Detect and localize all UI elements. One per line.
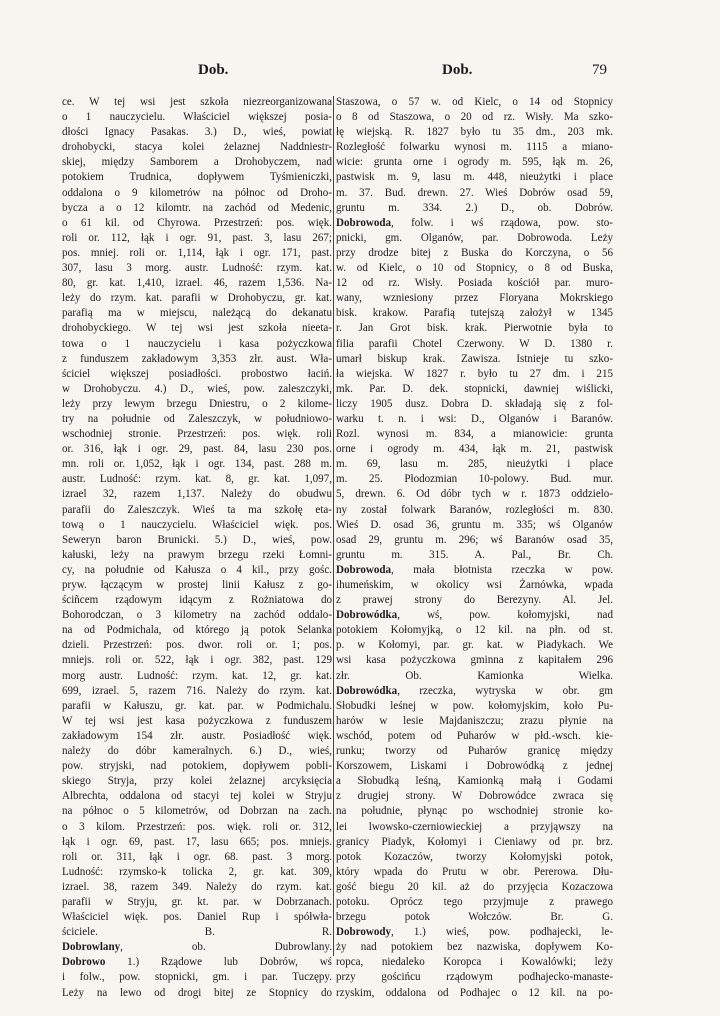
text-line: o 61 kil. od Chyrowa. Przestrzeń: pos. więk.	[62, 216, 332, 229]
text-line: tową o 1 nauczycielu. Właściciel więk. pos.	[62, 518, 332, 531]
text-line: harów w lesie Majdaniszczu; zrazu płynie na	[336, 714, 613, 727]
text-line: granicy Piadyk, Kołomyi i Cieniawy od pr. brz.	[336, 835, 613, 848]
text-line: Ludność: rzymsko-k tolicka 2, gr. kat. 309,	[62, 865, 332, 878]
text-line: dzieli. Przestrzeń: pos. dwor. roli or. 1; pos.	[62, 639, 332, 652]
text-line: pnicki, gm. Olganów, par. Dobrowoda. Leży	[336, 231, 613, 244]
text-line: parafii w Kałuszu, gr. kat. par. w Podmichalu.	[62, 699, 332, 712]
text-line: m. 69, lasu m. 285, nieużytki i place	[336, 458, 613, 471]
left-column	[62, 95, 332, 1001]
text-line: warku t. n. i wsi: D., Olganów i Baranów.	[336, 412, 613, 425]
text-line: należy do dóbr kameralnych. 6.) D., wieś,	[62, 745, 332, 758]
text-line: skiej, między Samborem a Drohobyczem, nad	[62, 156, 332, 169]
text-line: Właściciel więk. pos. Daniel Rup i spółwła-	[62, 911, 332, 924]
text-line: na północ o 5 kilometrów, od Dobrzan na zach.	[62, 805, 332, 818]
text-line: Seweryn baron Brunicki. 5.) D., wieś, pow.	[62, 533, 332, 546]
text-line: ży nad potokiem bez nazwiska, dopływem Ko-	[336, 941, 613, 954]
text-line: przy drodze bitej z Buska do Korczyna, o 56	[336, 246, 613, 259]
text-line: dłości Ignacy Pasakas. 3.) D., wieś, powiat	[62, 126, 332, 139]
text-line: pryw. łączącym w prostej linii Kałusz z go-	[62, 579, 332, 591]
text-line: m. 25. Płodozmian 10-polowy. Bud. mur.	[336, 473, 613, 486]
text-line: leży do rzym. kat. parafii w Drohobyczu, gr. kat.	[62, 292, 332, 305]
text-line: parafii do Zaleszczyk. Wieś ta ma szkołę eta-	[62, 503, 332, 516]
text-line: pastwisk m. 9, lasu m. 448, nieużytki i place	[336, 171, 613, 184]
text-line: izrael 32, razem 1,137. Należy do obudwu	[62, 488, 332, 501]
text-line: złr. Ob. Kamionka Wielka.	[336, 669, 613, 682]
text-line: potok Kozaczów, tworzy Kołomyjski potok,	[336, 850, 613, 863]
text-line: leży przy lewym brzegu Dniestru, o 2 kilome-	[62, 397, 332, 410]
right-column	[336, 95, 613, 1001]
text-line: try na południe od Zaleszczyk, w południowo-	[62, 412, 332, 425]
text-line: ce. W tej wsi jest szkoła niezreorganizowana	[62, 96, 332, 108]
text-line: 5, drewn. 6. Od dóbr tych w r. 1873 oddzielo-	[336, 488, 613, 501]
text-line: roli or. 311, łąk i ogr. 68. past. 3 morg.	[62, 850, 332, 863]
text-line: wany, wzniesiony przez Floryana Mokrskiego	[336, 292, 613, 305]
text-line: wschodniej stronie. Przestrzeń: pos. więk. roli	[62, 428, 332, 441]
text-line: kałuski, leży na prawym brzegu rzeki Łomni-	[62, 548, 332, 561]
text-line: w. od Kielc, o 10 od Stopnicy, o 8 od Buska,	[336, 262, 613, 275]
text-line: Rozl. wynosi m. 834, a mianowicie: grunta	[336, 428, 613, 441]
text-line: umarł biskup krak. Zawisza. Istnieje tu szko-	[336, 352, 613, 365]
text-line: Dobrowlany, ob. Dubrowlany.	[62, 941, 332, 954]
text-line: izrael. 38, razem 349. Należy do rzym. kat.	[62, 880, 332, 893]
text-line: brzegu potok Wołczów. Br. G.	[336, 911, 613, 924]
text-line: zakładowym 154 złr. austr. Posiadłość więk.	[62, 729, 332, 742]
text-line: pow. stryjski, nad potokiem, dopływem pobli-	[62, 760, 332, 773]
text-line: wsi kasa pożyczkowa gminna z kapitałem 296	[336, 654, 613, 667]
text-line: z prawej strony do Berezyny. Al. Jel.	[336, 594, 613, 607]
text-line: filia parafii Chotel Czerwony. W D. 1380 r.	[336, 337, 613, 350]
text-line: potokiem Kołomyjką, o 12 kil. na płn. od st.	[336, 624, 613, 637]
text-line: orne i ogrody m. 434, łąk m. 21, pastwisk	[336, 443, 613, 456]
header-right-entry: Dob.	[442, 62, 473, 78]
text-line: z drugiej strony. W Dobrowódce zwraca się	[336, 790, 613, 803]
text-line: pos. mniej. roli or. 1,114, łąk i ogr. 171, past.	[62, 246, 332, 259]
text-line: ściñcem rządowym idącym z Rożniatowa do	[62, 594, 332, 607]
text-line: na południe, płynąc po wschodniej stronie ko-	[336, 805, 613, 818]
text-line: wicie: grunta orne i ogrody m. 595, łąk m. 26,	[336, 156, 613, 169]
text-line: lei lwowsko-czerniowieckiej a przyjąwszy na	[336, 820, 613, 833]
text-line: potokiem Trudnica, dopływem Tyśmieniczki,	[62, 171, 332, 184]
text-line: austr. Ludność: rzym. kat. 8, gr. kat. 1,097,	[62, 473, 332, 486]
text-line: ła wiejska. W 1827 r. było tu 27 dm. i 215	[336, 367, 613, 380]
page-number: 79	[592, 62, 607, 78]
text-line: Rozległość folwarku wynosi m. 1115 a miano-	[336, 141, 613, 154]
text-line: Dobrowo 1.) Rządowe lub Dobrów, wś	[62, 956, 332, 969]
text-line: przy gościńcu rządowym podhajecko-manaste-	[336, 971, 613, 984]
text-line: Dobrowódka, rzeczka, wytryska w obr. gm	[336, 684, 613, 697]
text-line: bycza a o 12 kilomtr. na zachód od Medenic,	[62, 201, 332, 214]
text-line: osad 29, gruntu m. 296; wś Baranów osad 35,	[336, 533, 613, 546]
text-line: ściciele. B. R.	[62, 926, 332, 939]
text-line: mn. roli or. 1,052, łąk i ogr. 134, past. 288 m.	[62, 458, 332, 471]
text-line: Bohorodczan, o 3 kilometry na zachód oddalo-	[62, 609, 332, 622]
text-line: Staszowa, o 57 w. od Kielc, o 14 od Stopnicy	[336, 96, 613, 108]
text-line: Wieś D. osad 36, gruntu m. 335; wś Olganów	[336, 518, 613, 531]
text-line: parafią ma w miejscu, należącą do dekanatu	[62, 307, 332, 320]
page-header	[70, 62, 630, 82]
text-line: Albrechta, oddalona od stacyi tej kolei w Stryju	[62, 790, 332, 803]
text-line: o 8 od Staszowa, o 20 od rz. Wisły. Ma szko-	[336, 111, 613, 124]
text-line: gość biegu 20 kil. aż do przyjęcia Kozaczowa	[336, 880, 613, 893]
text-line: Dobrowoda, folw. i wś rządowa, pow. sto-	[336, 216, 613, 229]
text-line: Leży na lewo od drogi bitej ze Stopnicy do	[62, 986, 332, 999]
text-line: gruntu m. 334. 2.) D., ob. Dobrów.	[336, 201, 613, 214]
text-line: na od Podmichala, od którego ją potok Selanka	[62, 624, 332, 637]
text-line: liczy 1905 dusz. Dobra D. składają się z fol-	[336, 397, 613, 410]
text-line: a Słobudką leśną, Kamionką małą i Godami	[336, 775, 613, 788]
text-line: gruntu m. 315. A. Pal., Br. Ch.	[336, 548, 613, 561]
text-line: ihumeńskim, w okolicy wsi Żarnówka, wpada	[336, 579, 613, 591]
text-line: r. Jan Grot bisk. krak. Pierwotnie była to	[336, 322, 613, 335]
text-line: drohobycki, stacya kolei żelaznej Naddniestr-	[62, 141, 332, 154]
text-line: cy, na południe od Kałusza o 4 kil., przy gośc.	[62, 563, 332, 576]
text-line: skiego Stryja, przy kolei żelaznej arcyksięcia	[62, 775, 332, 788]
text-line: 699, izrael. 5, razem 716. Należy do rzym. kat.	[62, 684, 332, 697]
header-left-entry: Dob.	[198, 62, 229, 78]
text-line: ny został folwark Baranów, rozległości m. 830.	[336, 503, 613, 516]
text-line: parafii w Stryju, gr. kt. par. w Dobrzanach.	[62, 895, 332, 908]
text-line: o 1 nauczycielu. Właściciel większej posia-	[62, 111, 332, 124]
text-line: roli or. 112, łąk i ogr. 91, past. 3, lasu 267;	[62, 231, 332, 244]
text-line: Dobrowódka, wś, pow. kołomyjski, nad	[336, 609, 613, 622]
text-line: p. w Kołomyi, par. gr. kat. w Piadykach. We	[336, 639, 613, 652]
text-line: W tej wsi jest kasa pożyczkowa z funduszem	[62, 714, 332, 727]
column-divider	[333, 96, 334, 956]
text-line: 12 od rz. Wisły. Posiada kościół par. muro-	[336, 277, 613, 290]
text-line: m. 37. Bud. drewn. 27. Wieś Dobrów osad 59,	[336, 186, 613, 199]
text-line: Słobudki leśnej w pow. kołomyjskim, koło Pu-	[336, 699, 613, 712]
text-line: Dobrowody, 1.) wieś, pow. podhajecki, le-	[336, 926, 613, 939]
text-line: or. 316, łąk i ogr. 29, past. 84, lasu 230 pos.	[62, 443, 332, 456]
text-line: runku; tworzy od Puharów granicę między	[336, 745, 613, 758]
text-line: wschód, potem od Puharów w płd.-wsch. kie-	[336, 729, 613, 742]
text-line: Dobrowoda, mała błotnista rzeczka w pow.	[336, 563, 613, 576]
text-line: łę wiejską. R. 1827 było tu 35 dm., 203 mk.	[336, 126, 613, 139]
text-line: mniejs. roli or. 522, łąk i ogr. 382, past. 129	[62, 654, 332, 667]
text-line: łąk i ogr. 69, past. 17, lasu 665; pos. mniejs.	[62, 835, 332, 848]
text-line: drohobyckiego. W tej wsi jest szkoła nieeta-	[62, 322, 332, 335]
text-line: ściciel większej posiadłości. probostwo łaciń.	[62, 367, 332, 380]
text-line: ropca, niedaleko Koropca i Kowalówki; leży	[336, 956, 613, 969]
text-line: i folw., pow. stopnicki, gm. i par. Tuczępy.	[62, 971, 332, 984]
text-line: oddalona o 9 kilometrów na północ od Droho-	[62, 186, 332, 199]
text-line: bisk. krakow. Parafią tutejszą założył w 1345	[336, 307, 613, 320]
text-line: z funduszem zakładowym 3,353 złr. aust. Wła-	[62, 352, 332, 365]
text-line: 307, lasu 3 morg. austr. Ludność: rzym. kat.	[62, 262, 332, 275]
text-line: rzyskim, oddalona od Podhajec o 12 kil. na po-	[336, 986, 613, 999]
text-line: morg austr. Ludność: rzym. kat. 12, gr. kat.	[62, 669, 332, 682]
text-line: w Drohobyczu. 4.) D., wieś, pow. zaleszczyki,	[62, 382, 332, 395]
text-line: mk. Par. D. dek. stopnicki, dawniej wiślicki,	[336, 382, 613, 395]
text-line: 80, gr. kat. 1,410, izrael. 46, razem 1,536. Na-	[62, 277, 332, 290]
text-line: towa o 1 nauczycielu i kasa pożyczkowa	[62, 337, 332, 350]
text-line: Korszowem, Liskami i Dobrowódką z jednej	[336, 760, 613, 773]
text-line: potoku. Oprócz tego przyjmuje z prawego	[336, 895, 613, 908]
text-line: który wpada do Prutu w obr. Pererowa. Dłu-	[336, 865, 613, 878]
text-line: o 3 kilom. Przestrzeń: pos. więk. roli or. 312,	[62, 820, 332, 833]
